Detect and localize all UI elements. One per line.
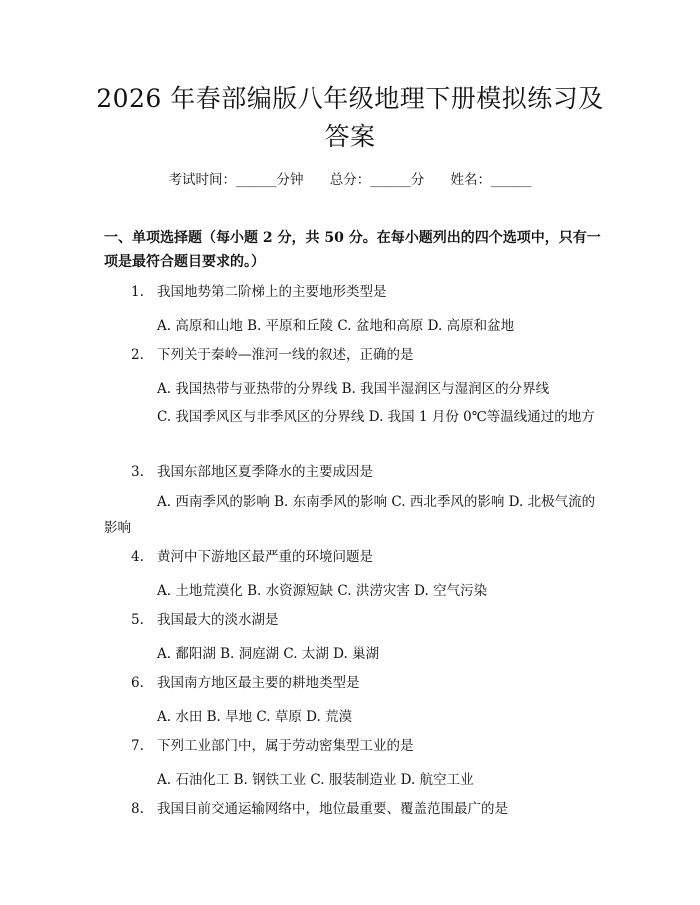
question-text: 我国最大的淡水湖是 <box>157 612 279 628</box>
question-number: 6. <box>131 675 144 691</box>
question-number: 3. <box>131 464 144 480</box>
exam-meta <box>0 168 700 188</box>
question-number: 7. <box>131 738 144 754</box>
exam-name: 姓名：______ <box>450 172 532 188</box>
question-text: 我国目前交通运输网络中，地位最重要、覆盖范围最广的是 <box>157 801 508 817</box>
section-heading: 一、单项选择题（每小题 2 分，共 50 分。在每小题列出的四个选项中，只有一项是最符合题目要求的。） <box>104 230 601 270</box>
question-options: A. 西南季风的影响 B. 东南季风的影响 C. 西北季风的影响 D. 北极气流的影响 <box>104 494 596 536</box>
question-text: 我国地势第二阶梯上的主要地形类型是 <box>157 284 387 300</box>
question-number: 5. <box>131 612 144 628</box>
title-line-2: 答案 <box>324 122 376 151</box>
question-options: C. 我国季风区与非季风区的分界线 D. 我国 1 月份 0℃等温线通过的地方 <box>157 409 595 425</box>
question-options: A. 石油化工 B. 钢铁工业 C. 服装制造业 D. 航空工业 <box>157 772 474 788</box>
page-title <box>60 80 640 156</box>
exam-score: 总分：______分 <box>329 172 425 188</box>
question-text: 下列关于秦岭—淮河一线的叙述，正确的是 <box>157 347 414 363</box>
question-options: A. 水田 B. 旱地 C. 草原 D. 荒漠 <box>157 709 353 725</box>
question-number: 4. <box>131 549 144 565</box>
question-text: 我国南方地区最主要的耕地类型是 <box>157 675 360 691</box>
question-number: 2. <box>131 347 144 363</box>
question-text: 我国东部地区夏季降水的主要成因是 <box>157 464 373 480</box>
question-text: 下列工业部门中，属于劳动密集型工业的是 <box>157 738 414 754</box>
exam-time: 考试时间：______分钟 <box>168 172 304 188</box>
question-options: A. 鄱阳湖 B. 洞庭湖 C. 太湖 D. 巢湖 <box>157 646 380 662</box>
title-line-1: 2026 年春部编版八年级地理下册模拟练习及 <box>96 84 604 113</box>
question-number: 8. <box>131 801 144 817</box>
question-options: A. 土地荒漠化 B. 水资源短缺 C. 洪涝灾害 D. 空气污染 <box>157 583 488 599</box>
question-text: 黄河中下游地区最严重的环境问题是 <box>157 549 373 565</box>
question-number: 1. <box>131 284 144 300</box>
question-options: A. 我国热带与亚热带的分界线 B. 我国半湿润区与湿润区的分界线 <box>157 381 550 397</box>
question-options: A. 高原和山地 B. 平原和丘陵 C. 盆地和高原 D. 高原和盆地 <box>157 318 515 334</box>
